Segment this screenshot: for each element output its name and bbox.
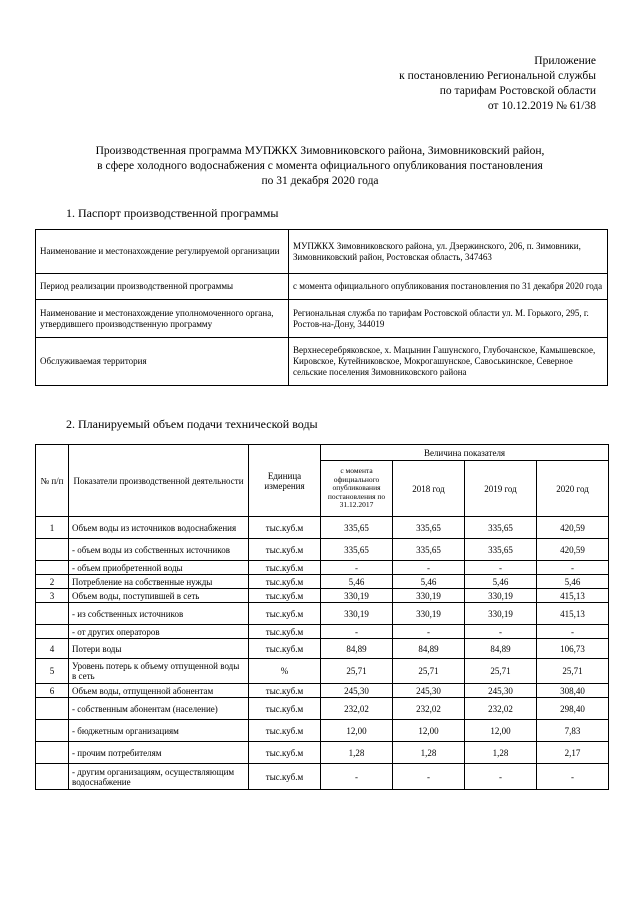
row-indicator: - бюджетным организациям <box>69 720 249 742</box>
row-indicator: - объем воды из собственных источников <box>69 539 249 561</box>
row-indicator: Объем воды, отпущенной абонентам <box>69 684 249 698</box>
row-value-2018: 335,65 <box>393 539 465 561</box>
header-period1: с момента официального опубликования постановления по 31.12.2017 <box>321 461 393 517</box>
row-unit: тыс.куб.м <box>249 589 321 603</box>
row-value-2019: 84,89 <box>465 639 537 659</box>
row-value-2020: 106,73 <box>537 639 609 659</box>
header-num: № п/п <box>36 445 69 517</box>
row-value-2018: 330,19 <box>393 603 465 625</box>
row-num: 3 <box>36 589 69 603</box>
row-unit: тыс.куб.м <box>249 625 321 639</box>
row-value-2020: 415,13 <box>537 589 609 603</box>
table-row <box>36 300 608 338</box>
appendix-block <box>399 54 596 114</box>
water-volume-table <box>35 444 609 790</box>
row-num <box>36 539 69 561</box>
row-num <box>36 603 69 625</box>
row-num <box>36 625 69 639</box>
row-value-2018: 1,28 <box>393 742 465 764</box>
appendix-line: от 10.12.2019 № 61/38 <box>487 100 596 112</box>
row-unit: тыс.куб.м <box>249 575 321 589</box>
row-value-2020: 5,46 <box>537 575 609 589</box>
row-indicator: Объем воды, поступившей в сеть <box>69 589 249 603</box>
row-value-2019: 25,71 <box>465 659 537 684</box>
passport-label: Обслуживаемая территория <box>36 338 289 386</box>
table-row <box>36 575 609 589</box>
row-value-period1: 84,89 <box>321 639 393 659</box>
row-indicator: Объем воды из источников водоснабжения <box>69 517 249 539</box>
row-value-2020: 420,59 <box>537 539 609 561</box>
appendix-line: Приложение <box>534 55 596 67</box>
row-num <box>36 764 69 790</box>
header-2019: 2019 год <box>465 461 537 517</box>
row-value-2018: 330,19 <box>393 589 465 603</box>
row-value-2020: 25,71 <box>537 659 609 684</box>
passport-label: Период реализации производственной программы <box>36 274 289 300</box>
row-unit: тыс.куб.м <box>249 720 321 742</box>
row-unit: тыс.куб.м <box>249 561 321 575</box>
row-value-2018: 245,30 <box>393 684 465 698</box>
row-value-2018: 5,46 <box>393 575 465 589</box>
passport-value: Верхнесеребряковское, х. Мацынин Гашунского, Глубочанское, Камышевское, Кировское, Кутейниковское, Мокрогашунское, Савоськинское, Северное сельские поселения Зимовниковского района <box>289 338 608 386</box>
passport-label: Наименование и местонахождение регулируемой организации <box>36 230 289 274</box>
row-indicator: - другим организациям, осуществляющим водоснабжение <box>69 764 249 790</box>
row-unit: тыс.куб.м <box>249 603 321 625</box>
passport-value: с момента официального опубликования постановления по 31 декабря 2020 года <box>289 274 608 300</box>
section-1-heading: 1. Паспорт производственной программы <box>66 206 279 220</box>
passport-table <box>35 229 608 386</box>
table-row <box>36 589 609 603</box>
row-indicator: - прочим потребителям <box>69 742 249 764</box>
table-row <box>36 684 609 698</box>
row-indicator: Потери воды <box>69 639 249 659</box>
table-row <box>36 720 609 742</box>
row-value-period1: - <box>321 625 393 639</box>
row-unit: тыс.куб.м <box>249 742 321 764</box>
header-row <box>36 445 609 461</box>
row-value-2020: - <box>537 764 609 790</box>
row-value-2018: 335,65 <box>393 517 465 539</box>
row-num: 6 <box>36 684 69 698</box>
document-title <box>40 144 600 189</box>
row-value-2020: - <box>537 561 609 575</box>
row-value-2020: 415,13 <box>537 603 609 625</box>
row-value-period1: 335,65 <box>321 539 393 561</box>
row-unit: тыс.куб.м <box>249 539 321 561</box>
row-unit: тыс.куб.м <box>249 764 321 790</box>
row-value-2019: 232,02 <box>465 698 537 720</box>
row-value-2018: 232,02 <box>393 698 465 720</box>
table-body <box>36 517 609 790</box>
table-row <box>36 517 609 539</box>
row-value-period1: 335,65 <box>321 517 393 539</box>
row-value-period1: 5,46 <box>321 575 393 589</box>
row-value-2020: - <box>537 625 609 639</box>
row-num <box>36 742 69 764</box>
row-value-2018: 25,71 <box>393 659 465 684</box>
row-value-period1: 25,71 <box>321 659 393 684</box>
row-num: 5 <box>36 659 69 684</box>
row-num: 4 <box>36 639 69 659</box>
row-value-2019: 335,65 <box>465 539 537 561</box>
header-2020: 2020 год <box>537 461 609 517</box>
row-indicator: Уровень потерь к объему отпущенной воды в сеть <box>69 659 249 684</box>
title-line: по 31 декабря 2020 года <box>261 175 379 187</box>
table-row <box>36 338 608 386</box>
row-indicator: - собственным абонентам (население) <box>69 698 249 720</box>
row-value-2019: - <box>465 561 537 575</box>
header-indicator: Показатели производственной деятельности <box>69 445 249 517</box>
row-value-2018: 12,00 <box>393 720 465 742</box>
row-num <box>36 698 69 720</box>
row-value-2018: - <box>393 561 465 575</box>
row-value-2020: 7,83 <box>537 720 609 742</box>
header-2018: 2018 год <box>393 461 465 517</box>
passport-value: МУПЖКХ Зимовниковского района, ул. Дзержинского, 206, п. Зимовники, Зимовниковский район, Ростовская область, 347463 <box>289 230 608 274</box>
table-row <box>36 539 609 561</box>
header-unit: Единица измерения <box>249 445 321 517</box>
row-value-period1: 245,30 <box>321 684 393 698</box>
row-value-2019: 330,19 <box>465 589 537 603</box>
row-value-2020: 2,17 <box>537 742 609 764</box>
row-unit: тыс.куб.м <box>249 684 321 698</box>
table-row <box>36 274 608 300</box>
row-value-period1: - <box>321 561 393 575</box>
row-value-2019: - <box>465 625 537 639</box>
row-unit: тыс.куб.м <box>249 517 321 539</box>
row-value-2019: 245,30 <box>465 684 537 698</box>
table-row <box>36 625 609 639</box>
row-value-2018: - <box>393 764 465 790</box>
table-row <box>36 698 609 720</box>
row-unit: тыс.куб.м <box>249 639 321 659</box>
row-num: 2 <box>36 575 69 589</box>
row-value-period1: 330,19 <box>321 603 393 625</box>
row-num <box>36 561 69 575</box>
table-row <box>36 639 609 659</box>
table-row <box>36 561 609 575</box>
row-value-2020: 420,59 <box>537 517 609 539</box>
row-value-2019: 330,19 <box>465 603 537 625</box>
row-value-period1: 1,28 <box>321 742 393 764</box>
row-indicator: - объем приобретенной воды <box>69 561 249 575</box>
passport-value: Региональная служба по тарифам Ростовской области ул. М. Горького, 295, г. Ростов-на-Дону, 344019 <box>289 300 608 338</box>
title-line: Производственная программа МУПЖКХ Зимовниковского района, Зимовниковский район, <box>95 145 545 157</box>
row-unit: тыс.куб.м <box>249 698 321 720</box>
title-line: в сфере холодного водоснабжения с момента официального опубликования постановления <box>97 160 543 172</box>
row-value-2019: - <box>465 764 537 790</box>
row-value-2019: 1,28 <box>465 742 537 764</box>
row-value-period1: 330,19 <box>321 589 393 603</box>
row-value-2018: 84,89 <box>393 639 465 659</box>
row-num: 1 <box>36 517 69 539</box>
table-row <box>36 230 608 274</box>
table-row <box>36 742 609 764</box>
table-row <box>36 659 609 684</box>
section-2-heading: 2. Планируемый объем подачи технической воды <box>66 417 318 431</box>
header-value-group: Величина показателя <box>321 445 609 461</box>
appendix-line: к постановлению Региональной службы <box>399 70 596 82</box>
row-unit: % <box>249 659 321 684</box>
row-value-2018: - <box>393 625 465 639</box>
row-value-period1: 12,00 <box>321 720 393 742</box>
row-value-2019: 335,65 <box>465 517 537 539</box>
row-indicator: - из собственных источников <box>69 603 249 625</box>
row-value-period1: - <box>321 764 393 790</box>
row-num <box>36 720 69 742</box>
row-value-period1: 232,02 <box>321 698 393 720</box>
row-value-2020: 298,40 <box>537 698 609 720</box>
row-value-2019: 5,46 <box>465 575 537 589</box>
table-row <box>36 603 609 625</box>
row-value-2020: 308,40 <box>537 684 609 698</box>
appendix-line: по тарифам Ростовской области <box>439 85 596 97</box>
table-row <box>36 764 609 790</box>
row-indicator: - от других операторов <box>69 625 249 639</box>
row-value-2019: 12,00 <box>465 720 537 742</box>
row-indicator: Потребление на собственные нужды <box>69 575 249 589</box>
passport-label: Наименование и местонахождение уполномоченного органа, утвердившего производственную программу <box>36 300 289 338</box>
